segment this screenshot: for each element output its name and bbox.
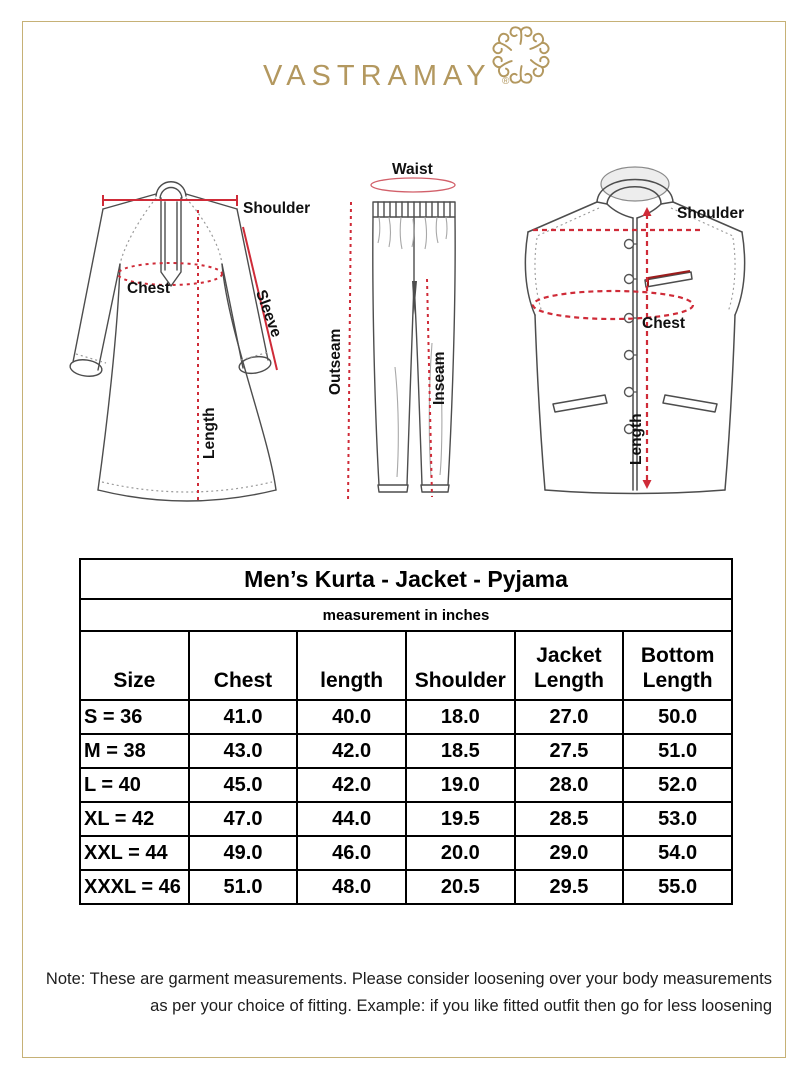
cell-jacket-length: 27.5 [515, 734, 624, 768]
column-header-length: length [297, 631, 406, 700]
cell-chest: 41.0 [189, 700, 298, 734]
cell-size: XXXL = 46 [80, 870, 189, 904]
cell-bottom-length: 52.0 [623, 768, 732, 802]
pyjama-outseam-label: Outseam [327, 328, 344, 395]
size-table [79, 558, 733, 905]
cell-jacket-length: 29.0 [515, 836, 624, 870]
table-subtitle: measurement in inches [80, 599, 732, 631]
measurement-note [36, 966, 772, 1020]
cell-size: L = 40 [80, 768, 189, 802]
cell-bottom-length: 55.0 [623, 870, 732, 904]
jacket-length-label: Length [628, 413, 645, 465]
table-row [80, 802, 732, 836]
kurta-shoulder-label: Shoulder [243, 200, 311, 217]
table-row [80, 700, 732, 734]
cell-length: 44.0 [297, 802, 406, 836]
kurta-sleeve-label: Sleeve [251, 287, 285, 340]
pyjama-waist-label: Waist [392, 161, 433, 178]
table-row [80, 836, 732, 870]
column-header-jacket-length: Jacket Length [515, 631, 624, 700]
cell-size: M = 38 [80, 734, 189, 768]
cell-length: 46.0 [297, 836, 406, 870]
column-header-shoulder: Shoulder [406, 631, 515, 700]
table-row [80, 870, 732, 904]
column-header-size: Size [80, 631, 189, 700]
cell-chest: 45.0 [189, 768, 298, 802]
registered-trademark: ® [502, 76, 510, 87]
cell-chest: 47.0 [189, 802, 298, 836]
column-header-chest: Chest [189, 631, 298, 700]
cell-jacket-length: 28.5 [515, 802, 624, 836]
kurta-length-label: Length [201, 407, 218, 459]
brand-logo: VASTRAMAY [263, 60, 492, 92]
cell-bottom-length: 54.0 [623, 836, 732, 870]
cell-jacket-length: 29.5 [515, 870, 624, 904]
pyjama-inseam-label: Inseam [431, 351, 448, 405]
table-header-row [80, 631, 732, 700]
brand-emblem-icon [492, 26, 550, 84]
cell-bottom-length: 53.0 [623, 802, 732, 836]
cell-length: 42.0 [297, 768, 406, 802]
cell-size: XL = 42 [80, 802, 189, 836]
cell-bottom-length: 50.0 [623, 700, 732, 734]
cell-length: 42.0 [297, 734, 406, 768]
note-line-1: Note: These are garment measurements. Please consider loosening over your body measurements [45, 970, 772, 988]
table-row [80, 734, 732, 768]
cell-shoulder: 18.0 [406, 700, 515, 734]
column-header-bottom-length: Bottom Length [623, 631, 732, 700]
table-title-row [80, 559, 732, 599]
size-table-container [79, 558, 733, 905]
cell-shoulder: 20.5 [406, 870, 515, 904]
cell-length: 40.0 [297, 700, 406, 734]
note-line-2: as per your choice of fitting. Example: if you like fitted outfit then go for less loosening [150, 997, 772, 1015]
cell-size: S = 36 [80, 700, 189, 734]
cell-shoulder: 20.0 [406, 836, 515, 870]
table-title: Men’s Kurta - Jacket - Pyjama [80, 559, 732, 599]
kurta-chest-label: Chest [127, 280, 171, 297]
jacket-chest-label: Chest [642, 315, 686, 332]
cell-length: 48.0 [297, 870, 406, 904]
cell-shoulder: 18.5 [406, 734, 515, 768]
table-row [80, 768, 732, 802]
cell-chest: 49.0 [189, 836, 298, 870]
cell-jacket-length: 28.0 [515, 768, 624, 802]
jacket-shoulder-label: Shoulder [677, 205, 745, 222]
table-subtitle-row [80, 599, 732, 631]
cell-size: XXL = 44 [80, 836, 189, 870]
cell-chest: 51.0 [189, 870, 298, 904]
cell-jacket-length: 27.0 [515, 700, 624, 734]
cell-chest: 43.0 [189, 734, 298, 768]
cell-bottom-length: 51.0 [623, 734, 732, 768]
cell-shoulder: 19.5 [406, 802, 515, 836]
cell-shoulder: 19.0 [406, 768, 515, 802]
